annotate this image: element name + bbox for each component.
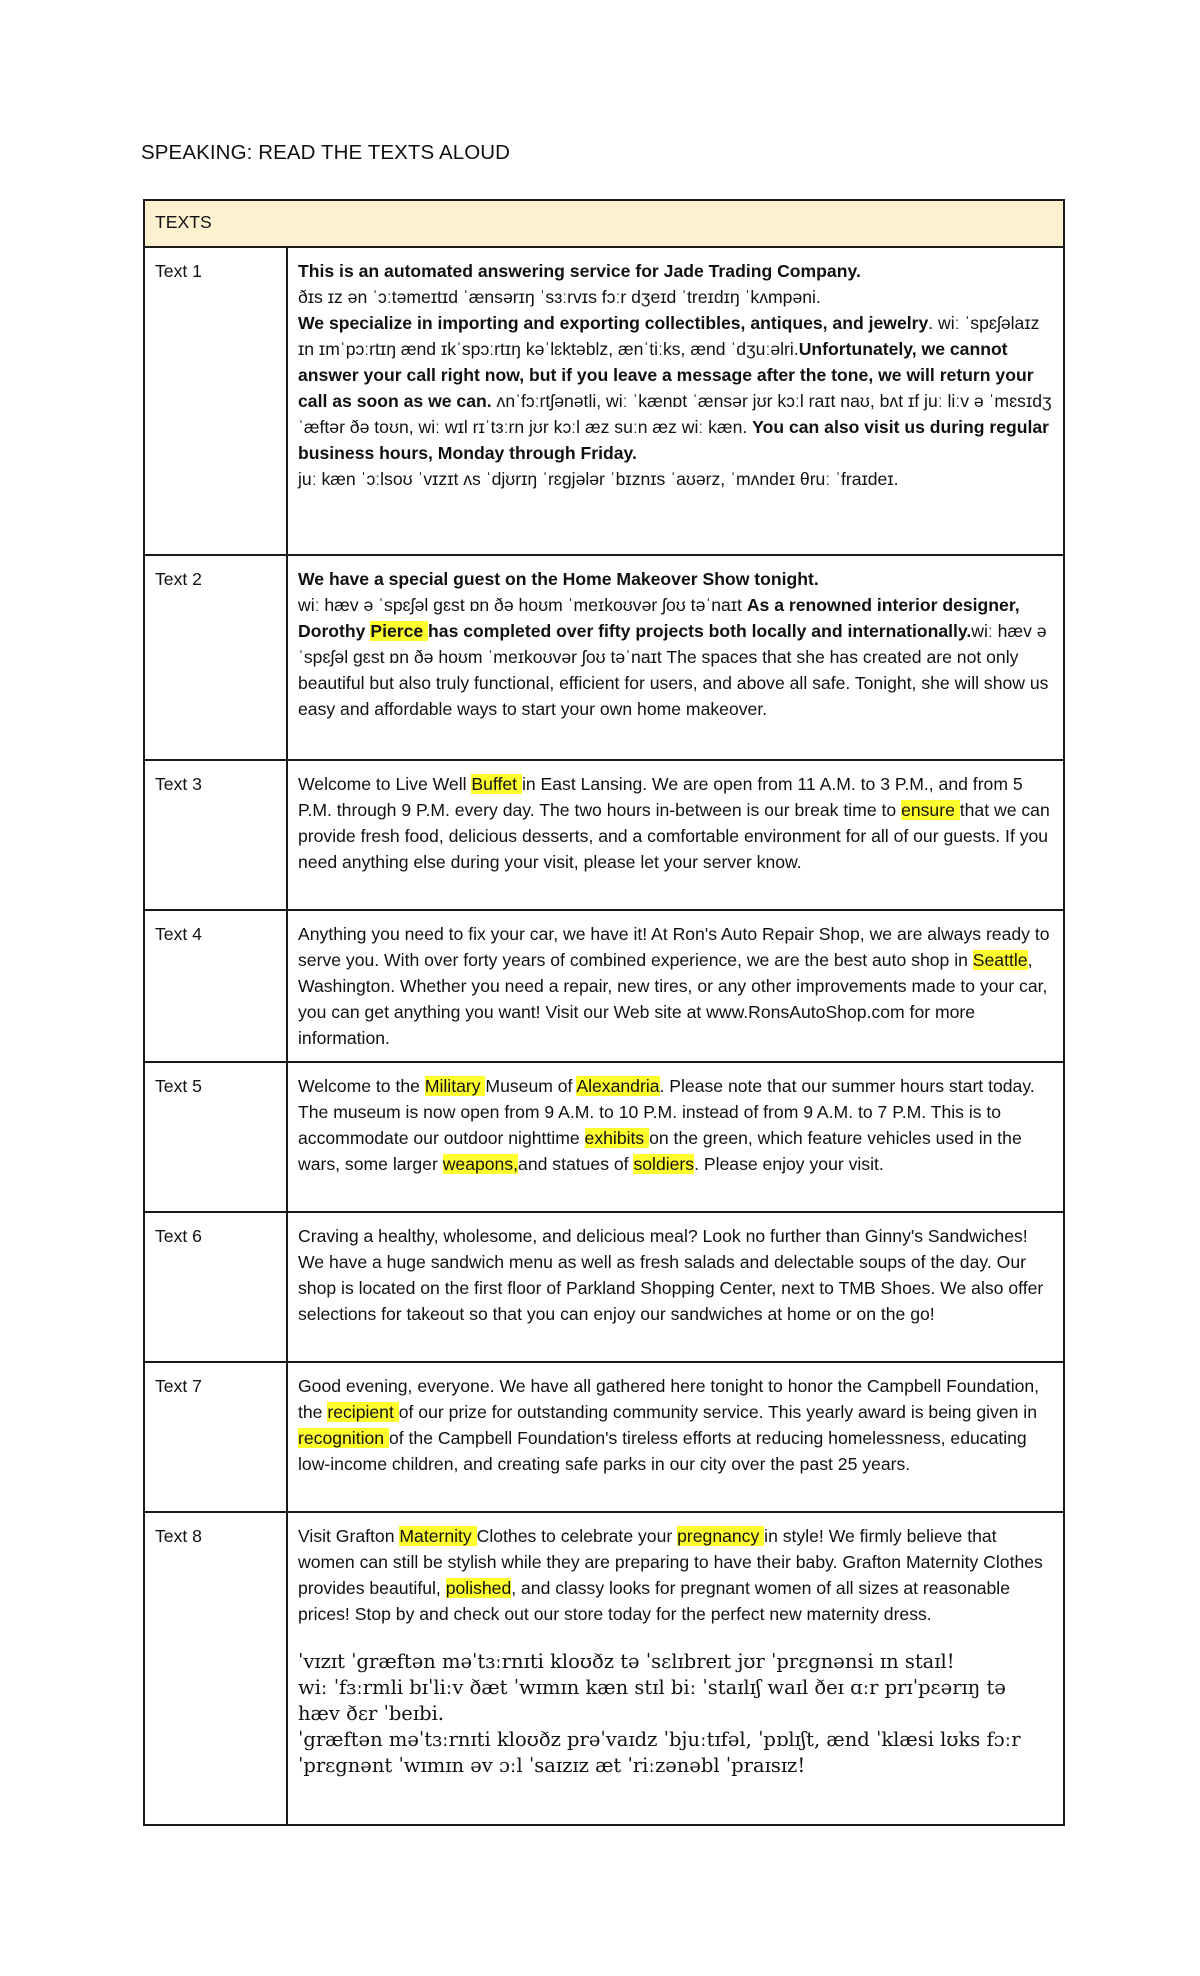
text-segment: Unfortunately, we cannot answer your call right now, but if you leave a message after the tone, we will return your call as soon as we can. <box>298 339 1034 411</box>
text-segment: Good evening, everyone. We have all gathered here tonight to honor the Campbell Foundation, the <box>298 1376 1040 1422</box>
text-content <box>287 1062 1064 1212</box>
text-segment: As a renowned interior designer, Dorothy <box>298 595 1020 641</box>
text-row <box>144 760 1064 910</box>
text-label: Text 1 <box>144 247 287 555</box>
text-segment: We have a special guest on the Home Makeover Show tonight. <box>298 569 819 589</box>
text-segment: Museum of <box>485 1076 577 1096</box>
highlighted-word: pregnancy <box>677 1526 765 1546</box>
text-segment: in style! We firmly believe that women can still be stylish while they are preparing to have their baby. Grafton Maternity Clothes provides beautiful, <box>298 1526 1043 1598</box>
text-label: Text 6 <box>144 1212 287 1362</box>
text-content <box>287 1512 1064 1825</box>
text-segment: of our prize for outstanding community service. This yearly award is being given in <box>398 1402 1037 1422</box>
text-segment: , and classy looks for pregnant women of all sizes at reasonable prices! Stop by and check out our store today for the perfect new maternity dress. <box>298 1578 1010 1624</box>
text-segment: . Please enjoy your visit. <box>694 1154 884 1174</box>
highlighted-word: Maternity <box>399 1526 477 1546</box>
text-segment: wiː hæv ə ˈspɛʃəl gɛst ɒn ðə hoʊm ˈmeɪkoʊvər ʃoʊ təˈnaɪt <box>298 595 747 615</box>
highlighted-word: soldiers <box>633 1154 695 1174</box>
text-segment: ʌnˈfɔːrtʃənətli, wiː ˈkænɒt ˈænsər jʊr kɔːl raɪt naʊ, bʌt ɪf juː liːv ə ˈmɛsɪdʒ ˈæftər ðə toʊn, wiː wɪl rɪˈtɜːrn jʊr kɔːl æz suːn æz wiː kæn. <box>298 391 1052 437</box>
text-segment: juː kæn ˈɔːlsoʊ ˈvɪzɪt ʌs ˈdjʊrɪŋ ˈrɛgjələr ˈbɪznɪs ˈaʊərz, ˈmʌndeɪ θruː ˈfraɪdeɪ. <box>298 469 899 489</box>
text-segment: ðɪs ɪz ən ˈɔːtəmeɪtɪd ˈænsərɪŋ ˈsɜːrvɪs fɔːr dʒeɪd ˈtreɪdɪŋ ˈkʌmpəni. <box>298 287 821 307</box>
text-segment: This is an automated answering service for Jade Trading Company. <box>298 261 861 281</box>
highlighted-word: Seattle <box>972 950 1028 970</box>
highlighted-word: Military <box>424 1076 486 1096</box>
text-content <box>287 247 1064 555</box>
text-segment: . wiː ˈspɛʃəlaɪz ɪn ɪmˈpɔːrtɪŋ ænd ɪkˈspɔːrtɪŋ kəˈlɛktəblz, ænˈtiːks, ænd ˈdʒuːəlri. <box>298 313 1040 359</box>
highlighted-word: recipient <box>327 1402 399 1422</box>
ipa-line: ˈgræftən məˈtɜːrnɪti kloʊðz prəˈvaɪdz ˈbjuːtɪfəl, ˈpɒlɪʃt, ænd ˈklæsi lʊks fɔːr ˈprɛgnənt ˈwɪmɪn əv ɔːl ˈsaɪzɪz æt ˈriːzənəbl ˈpraɪsɪz! <box>298 1728 1021 1777</box>
text-label: Text 3 <box>144 760 287 910</box>
text-row <box>144 1512 1064 1825</box>
text-row <box>144 1212 1064 1362</box>
highlighted-word: ensure <box>901 800 960 820</box>
text-segment: , Washington. Whether you need a repair, new tires, or any other improvements made to your car, you can get anything you want! Visit our Web site at www.RonsAutoShop.com for more information. <box>298 950 1048 1048</box>
text-segment: on the green, which feature vehicles used in the wars, some larger <box>298 1128 1022 1174</box>
text-segment: wiː hæv ə ˈspɛʃəl gɛst ɒn ðə hoʊm ˈmeɪkoʊvər ʃoʊ təˈnaɪt The spaces that she has created are not only beautiful but also truly functional, efficient for users, and above all safe. Tonight, she will show us easy and affordable ways to start your own home makeover. <box>298 621 1049 719</box>
text-segment: Clothes to celebrate your <box>476 1526 678 1546</box>
text-segment: You can also visit us during regular business hours, Monday through Friday. <box>298 417 1050 463</box>
text-segment: and statues of <box>518 1154 634 1174</box>
text-row <box>144 555 1064 760</box>
highlighted-word: Buffet <box>471 774 522 794</box>
text-segment: Welcome to the <box>298 1076 425 1096</box>
texts-table <box>143 199 1065 1826</box>
text-content <box>287 1212 1064 1362</box>
text-row <box>144 247 1064 555</box>
text-label: Text 8 <box>144 1512 287 1825</box>
text-segment: has completed over fifty projects both locally and internationally. <box>428 621 972 641</box>
text-row <box>144 1062 1064 1212</box>
highlighted-word: weapons, <box>442 1154 519 1174</box>
table-header-row <box>144 200 1064 247</box>
page-heading: SPEAKING: READ THE TEXTS ALOUD <box>141 141 511 164</box>
highlighted-word: exhibits <box>584 1128 650 1148</box>
highlighted-word: Alexandria <box>576 1076 660 1096</box>
text-row <box>144 1362 1064 1512</box>
ipa-line: ˈvɪzɪt ˈgræftən məˈtɜːrnɪti kloʊðz tə ˈsɛlɪbreɪt jʊr ˈprɛgnənsi ɪn staɪl! <box>298 1650 955 1673</box>
highlighted-word: polished <box>445 1578 512 1598</box>
text-label: Text 4 <box>144 910 287 1062</box>
text-segment: Visit Grafton <box>298 1526 400 1546</box>
text-segment: . Please note that our summer hours start today. The museum is now open from 9 A.M. to 10 P.M. instead of from 9 A.M. to 7 P.M. This is to accommodate our outdoor nighttime <box>298 1076 1035 1148</box>
text-label: Text 7 <box>144 1362 287 1512</box>
text-segment: We specialize in importing and exporting collectibles, antiques, and jewelry <box>298 313 929 333</box>
text-content <box>287 555 1064 760</box>
ipa-transcription <box>298 1649 1053 1779</box>
text-segment: Anything you need to fix your car, we have it! At Ron's Auto Repair Shop, we are always ready to serve you. With over forty years of combined experience, we are the best auto shop in <box>298 924 1050 970</box>
text-segment: of the Campbell Foundation's tireless efforts at reducing homelessness, educating low-income children, and creating safe parks in our city over the past 25 years. <box>298 1428 1027 1474</box>
text-segment: Craving a healthy, wholesome, and delicious meal? Look no further than Ginny's Sandwiches! We have a huge sandwich menu as well as fresh salads and delectable soups of the day. Our shop is located on the first floor of Parkland Shopping Center, next to TMB Shoes. We also offer selections for takeout so that you can enjoy our sandwiches at home or on the go! <box>298 1226 1044 1324</box>
text-content <box>287 760 1064 910</box>
table-header-cell: TEXTS <box>144 200 1064 247</box>
highlighted-word: recognition <box>298 1428 389 1448</box>
text-content <box>287 1362 1064 1512</box>
highlighted-word: Pierce <box>370 621 429 641</box>
text-segment: Welcome to Live Well <box>298 774 472 794</box>
text-label: Text 5 <box>144 1062 287 1212</box>
text-content <box>287 910 1064 1062</box>
text-label: Text 2 <box>144 555 287 760</box>
text-segment: in East Lansing. We are open from 11 A.M. to 3 P.M., and from 5 P.M. through 9 P.M. every day. The two hours in-between is our break time to <box>298 774 1023 820</box>
text-row <box>144 910 1064 1062</box>
text-segment: that we can provide fresh food, delicious desserts, and a comfortable environment for all of our guests. If you need anything else during your visit, please let your server know. <box>298 800 1050 872</box>
ipa-line: wiː ˈfɜːrmli bɪˈliːv ðæt ˈwɪmɪn kæn stɪl biː ˈstaɪlɪʃ waɪl ðeɪ ɑːr prɪˈpɛərɪŋ tə hæv ðɛr ˈbeɪbi. <box>298 1676 1006 1725</box>
